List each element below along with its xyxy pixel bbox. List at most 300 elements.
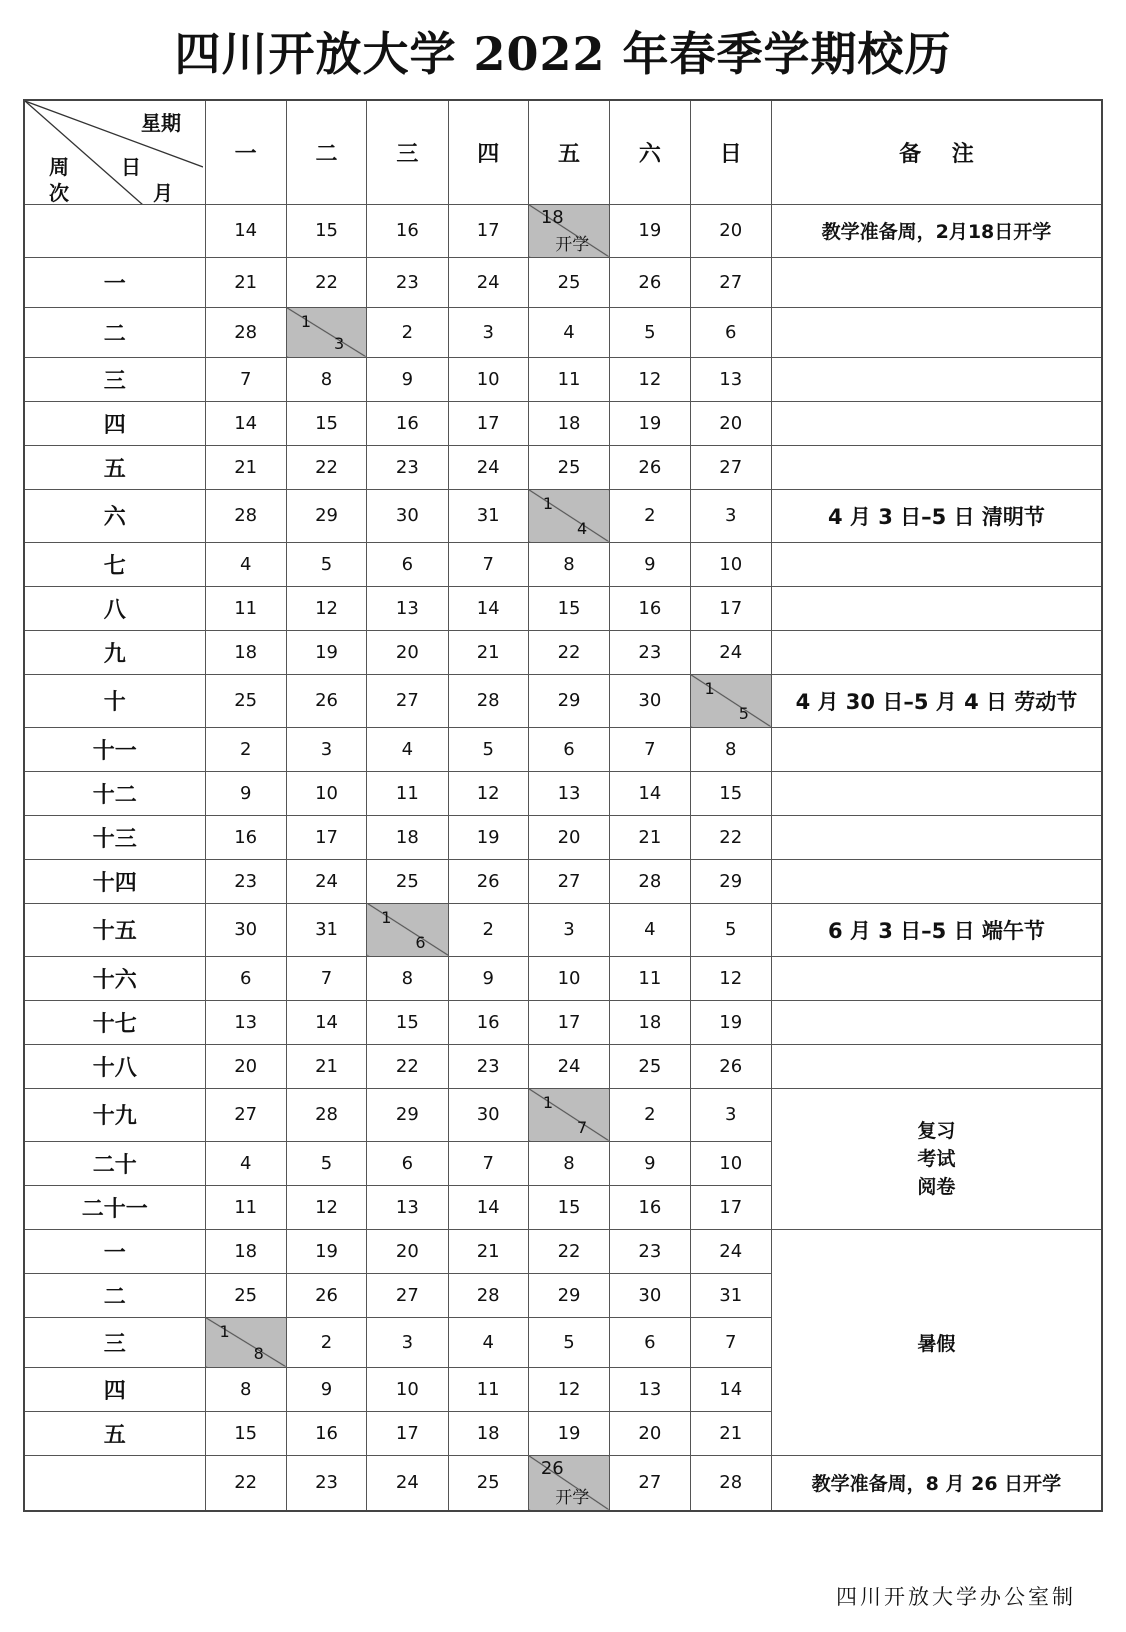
date-cell: 15 [690,771,771,815]
cell-bottom-label: 5 [738,703,749,723]
date-cell: 11 [448,1367,528,1411]
week-number-cell: 八 [24,586,205,630]
remark-exam: 复习 考试 阅卷 [771,1088,1102,1229]
date-cell: 15 [528,586,609,630]
remark-empty [771,542,1102,586]
date-cell: 26 [610,445,690,489]
month-start-cell [528,1455,609,1511]
date-cell: 28 [448,1273,528,1317]
cell-top-label: 1 [542,493,554,513]
date-cell: 19 [690,1000,771,1044]
date-cell: 17 [448,401,528,445]
date-cell: 15 [367,1000,448,1044]
date-cell: 22 [690,815,771,859]
cell-top-label: 1 [381,907,392,927]
date-cell: 26 [610,257,690,307]
date-cell: 30 [448,1088,528,1141]
week-row [24,630,1102,674]
date-cell: 10 [690,1141,771,1185]
cell-top-label: 1 [300,311,312,331]
calendar-table [23,99,1103,1512]
date-cell: 16 [448,1000,528,1044]
week-row [24,445,1102,489]
week-number-cell: 七 [24,542,205,586]
date-cell: 22 [286,257,366,307]
cell-top-label: 18 [540,206,564,228]
date-cell: 14 [448,1185,528,1229]
date-cell: 13 [528,771,609,815]
date-cell: 28 [205,489,286,542]
remark-empty [771,307,1102,357]
corner-header-cell [24,100,205,204]
date-cell: 9 [448,956,528,1000]
date-cell: 16 [205,815,286,859]
week-number-cell: 五 [24,1411,205,1455]
weekday-header: 三 [367,100,448,204]
date-cell: 30 [205,903,286,956]
weekday-header: 四 [448,100,528,204]
week-number-cell: 十七 [24,1000,205,1044]
week-number-cell: 二 [24,1273,205,1317]
month-start-cell [367,903,448,956]
week-number-cell: 十八 [24,1044,205,1088]
week-row [24,586,1102,630]
date-cell: 5 [286,542,366,586]
date-cell: 31 [286,903,366,956]
date-cell: 8 [205,1367,286,1411]
date-cell: 8 [690,727,771,771]
week-number-cell: 十 [24,674,205,727]
date-cell: 18 [610,1000,690,1044]
date-cell: 22 [528,1229,609,1273]
remarks-header: 备 注 [771,100,1102,204]
cell-bottom-label: 开学 [555,1488,590,1508]
date-cell: 12 [690,956,771,1000]
date-cell: 29 [286,489,366,542]
week-row [24,257,1102,307]
date-cell: 26 [286,1273,366,1317]
date-cell: 27 [528,859,609,903]
week-row [24,1088,1102,1141]
date-cell: 27 [205,1088,286,1141]
weekday-header: 五 [528,100,609,204]
week-number-cell [24,204,205,257]
week-number-cell: 十六 [24,956,205,1000]
date-cell: 16 [610,586,690,630]
date-cell: 24 [448,445,528,489]
date-cell: 18 [448,1411,528,1455]
date-cell: 27 [690,445,771,489]
weekday-header: 二 [286,100,366,204]
remark-empty [771,1000,1102,1044]
date-cell: 11 [205,586,286,630]
week-number-cell: 十一 [24,727,205,771]
date-cell: 18 [205,1229,286,1273]
date-cell: 20 [367,1229,448,1273]
remark-empty [771,445,1102,489]
cell-bottom-label: 4 [577,518,588,538]
date-cell: 17 [690,586,771,630]
date-cell: 3 [690,1088,771,1141]
date-cell: 20 [690,401,771,445]
date-cell: 25 [367,859,448,903]
date-cell: 5 [448,727,528,771]
date-cell: 7 [610,727,690,771]
corner-label-week: 周 [49,155,69,179]
date-cell: 28 [610,859,690,903]
date-cell: 26 [690,1044,771,1088]
date-cell: 9 [610,1141,690,1185]
date-cell: 22 [528,630,609,674]
date-cell: 22 [367,1044,448,1088]
date-cell: 3 [367,1317,448,1367]
date-cell: 24 [690,630,771,674]
date-cell: 8 [528,1141,609,1185]
date-cell: 25 [205,674,286,727]
date-cell: 7 [448,542,528,586]
date-cell: 19 [610,401,690,445]
date-cell: 12 [286,1185,366,1229]
date-cell: 22 [286,445,366,489]
date-cell: 24 [528,1044,609,1088]
date-cell: 27 [367,674,448,727]
date-cell: 27 [690,257,771,307]
date-cell: 27 [610,1455,690,1511]
week-number-cell: 十五 [24,903,205,956]
date-cell: 29 [690,859,771,903]
date-cell: 19 [528,1411,609,1455]
week-number-cell: 一 [24,1229,205,1273]
date-cell: 10 [286,771,366,815]
date-cell: 23 [205,859,286,903]
date-cell: 14 [610,771,690,815]
remark-empty [771,1044,1102,1088]
date-cell: 20 [367,630,448,674]
date-cell: 3 [528,903,609,956]
date-cell: 22 [205,1455,286,1511]
date-cell: 14 [205,204,286,257]
date-cell: 10 [367,1367,448,1411]
date-cell: 30 [367,489,448,542]
date-cell: 13 [690,357,771,401]
date-cell: 15 [286,401,366,445]
date-cell: 6 [528,727,609,771]
remark-empty [771,859,1102,903]
date-cell: 17 [448,204,528,257]
date-cell: 21 [610,815,690,859]
corner-label-month: 月 [153,181,173,204]
date-cell: 4 [367,727,448,771]
weekday-header: 六 [610,100,690,204]
date-cell: 15 [528,1185,609,1229]
date-cell: 12 [528,1367,609,1411]
date-cell: 6 [205,956,286,1000]
date-cell: 25 [610,1044,690,1088]
date-cell: 13 [367,586,448,630]
date-cell: 13 [367,1185,448,1229]
week-number-cell: 十三 [24,815,205,859]
date-cell: 2 [367,307,448,357]
week-row [24,903,1102,956]
date-cell: 18 [528,401,609,445]
date-cell: 17 [690,1185,771,1229]
week-row [24,401,1102,445]
footer-issuer: 四川开放大学办公室制 [836,1585,1076,1609]
date-cell: 21 [448,630,528,674]
week-row [24,542,1102,586]
date-cell: 23 [367,445,448,489]
corner-label-weekday: 星期 [141,111,181,135]
weekday-header: 一 [205,100,286,204]
remark-empty [771,257,1102,307]
remark-summer: 暑假 [771,1229,1102,1455]
date-cell: 7 [690,1317,771,1367]
date-cell: 5 [528,1317,609,1367]
date-cell: 16 [286,1411,366,1455]
date-cell: 23 [367,257,448,307]
date-cell: 14 [205,401,286,445]
date-cell: 13 [610,1367,690,1411]
week-number-cell: 六 [24,489,205,542]
date-cell: 30 [610,674,690,727]
date-cell: 14 [690,1367,771,1411]
week-row [24,815,1102,859]
date-cell: 9 [610,542,690,586]
month-start-cell [528,1088,609,1141]
date-cell: 25 [528,445,609,489]
week-number-cell: 一 [24,257,205,307]
date-cell: 2 [205,727,286,771]
date-cell: 7 [448,1141,528,1185]
month-start-cell [528,204,609,257]
date-cell: 29 [367,1088,448,1141]
week-row [24,727,1102,771]
date-cell: 2 [448,903,528,956]
date-cell: 11 [205,1185,286,1229]
date-cell: 28 [286,1088,366,1141]
week-number-cell: 九 [24,630,205,674]
date-cell: 23 [448,1044,528,1088]
date-cell: 28 [690,1455,771,1511]
date-cell: 29 [528,1273,609,1317]
date-cell: 9 [367,357,448,401]
remark-empty [771,401,1102,445]
date-cell: 12 [448,771,528,815]
remark-empty [771,771,1102,815]
week-row [24,307,1102,357]
date-cell: 20 [610,1411,690,1455]
date-cell: 23 [610,630,690,674]
date-cell: 3 [286,727,366,771]
date-cell: 25 [448,1455,528,1511]
date-cell: 23 [610,1229,690,1273]
date-cell: 10 [528,956,609,1000]
date-cell: 3 [448,307,528,357]
date-cell: 28 [448,674,528,727]
month-start-cell [690,674,771,727]
cell-top-label: 1 [704,678,715,698]
date-cell: 8 [528,542,609,586]
week-row [24,771,1102,815]
week-row [24,1229,1102,1273]
date-cell: 20 [690,204,771,257]
date-cell: 5 [286,1141,366,1185]
remark-empty [771,357,1102,401]
week-number-cell: 二十一 [24,1185,205,1229]
date-cell: 21 [448,1229,528,1273]
date-cell: 28 [205,307,286,357]
week-number-cell [24,1455,205,1511]
date-cell: 17 [286,815,366,859]
week-row [24,204,1102,257]
remark-start: 教学准备周，2月18日开学 [771,204,1102,257]
date-cell: 21 [286,1044,366,1088]
date-cell: 24 [448,257,528,307]
week-row [24,674,1102,727]
date-cell: 20 [528,815,609,859]
date-cell: 2 [610,1088,690,1141]
date-cell: 19 [286,630,366,674]
date-cell: 7 [205,357,286,401]
date-cell: 11 [528,357,609,401]
date-cell: 16 [367,401,448,445]
date-cell: 21 [690,1411,771,1455]
date-cell: 11 [367,771,448,815]
cell-top-label: 1 [542,1092,554,1112]
date-cell: 31 [448,489,528,542]
cell-top-label: 26 [540,1457,564,1479]
date-cell: 19 [286,1229,366,1273]
date-cell: 14 [286,1000,366,1044]
date-cell: 10 [690,542,771,586]
week-number-cell: 二 [24,307,205,357]
remark-empty [771,586,1102,630]
date-cell: 12 [286,586,366,630]
date-cell: 17 [367,1411,448,1455]
date-cell: 9 [286,1367,366,1411]
week-number-cell: 十二 [24,771,205,815]
remark-empty [771,815,1102,859]
cell-bottom-label: 7 [577,1117,588,1137]
remark-empty [771,956,1102,1000]
date-cell: 16 [367,204,448,257]
cell-bottom-label: 开学 [555,234,590,255]
date-cell: 24 [286,859,366,903]
date-cell: 23 [286,1455,366,1511]
date-cell: 18 [367,815,448,859]
date-cell: 25 [205,1273,286,1317]
week-row [24,1044,1102,1088]
week-row [24,1000,1102,1044]
date-cell: 24 [690,1229,771,1273]
date-cell: 25 [528,257,609,307]
week-row [24,489,1102,542]
date-cell: 15 [205,1411,286,1455]
date-cell: 18 [205,630,286,674]
date-cell: 21 [205,257,286,307]
date-cell: 4 [610,903,690,956]
week-row [24,1455,1102,1511]
week-number-cell: 五 [24,445,205,489]
remark-dragon: 6 月 3 日–5 日 端午节 [771,903,1102,956]
date-cell: 6 [610,1317,690,1367]
date-cell: 27 [367,1273,448,1317]
date-cell: 13 [205,1000,286,1044]
remark-labor: 4 月 30 日–5 月 4 日 劳动节 [771,674,1102,727]
week-number-cell: 四 [24,401,205,445]
date-cell: 7 [286,956,366,1000]
month-start-cell [286,307,366,357]
date-cell: 3 [690,489,771,542]
month-start-cell [205,1317,286,1367]
date-cell: 16 [610,1185,690,1229]
date-cell: 8 [286,357,366,401]
date-cell: 4 [448,1317,528,1367]
date-cell: 20 [205,1044,286,1088]
month-start-cell [528,489,609,542]
date-cell: 19 [448,815,528,859]
date-cell: 17 [528,1000,609,1044]
week-number-cell: 三 [24,357,205,401]
week-number-cell: 十九 [24,1088,205,1141]
date-cell: 11 [610,956,690,1000]
weekday-header: 日 [690,100,771,204]
remark-empty [771,727,1102,771]
date-cell: 19 [610,204,690,257]
page-title: 四川开放大学 2022 年春季学期校历 [174,27,952,81]
date-cell: 9 [205,771,286,815]
date-cell: 26 [448,859,528,903]
date-cell: 2 [610,489,690,542]
date-cell: 6 [367,1141,448,1185]
date-cell: 2 [286,1317,366,1367]
cell-bottom-label: 6 [415,932,426,952]
date-cell: 6 [690,307,771,357]
date-cell: 8 [367,956,448,1000]
cell-top-label: 1 [219,1321,230,1341]
date-cell: 14 [448,586,528,630]
date-cell: 30 [610,1273,690,1317]
week-row [24,956,1102,1000]
remark-empty [771,630,1102,674]
date-cell: 24 [367,1455,448,1511]
week-number-cell: 二十 [24,1141,205,1185]
remark-qingming: 4 月 3 日–5 日 清明节 [771,489,1102,542]
date-cell: 5 [610,307,690,357]
corner-label-day: 日 [121,155,141,179]
date-cell: 4 [528,307,609,357]
week-number-cell: 三 [24,1317,205,1367]
week-row [24,859,1102,903]
date-cell: 4 [205,542,286,586]
date-cell: 5 [690,903,771,956]
week-number-cell: 四 [24,1367,205,1411]
date-cell: 15 [286,204,366,257]
week-row [24,357,1102,401]
date-cell: 31 [690,1273,771,1317]
date-cell: 21 [205,445,286,489]
date-cell: 6 [367,542,448,586]
date-cell: 26 [286,674,366,727]
cell-bottom-label: 8 [253,1343,264,1363]
cell-bottom-label: 3 [334,333,345,353]
date-cell: 12 [610,357,690,401]
date-cell: 4 [205,1141,286,1185]
corner-label-seq: 次 [49,181,69,204]
week-number-cell: 十四 [24,859,205,903]
remark-next: 教学准备周，8 月 26 日开学 [771,1455,1102,1511]
date-cell: 10 [448,357,528,401]
